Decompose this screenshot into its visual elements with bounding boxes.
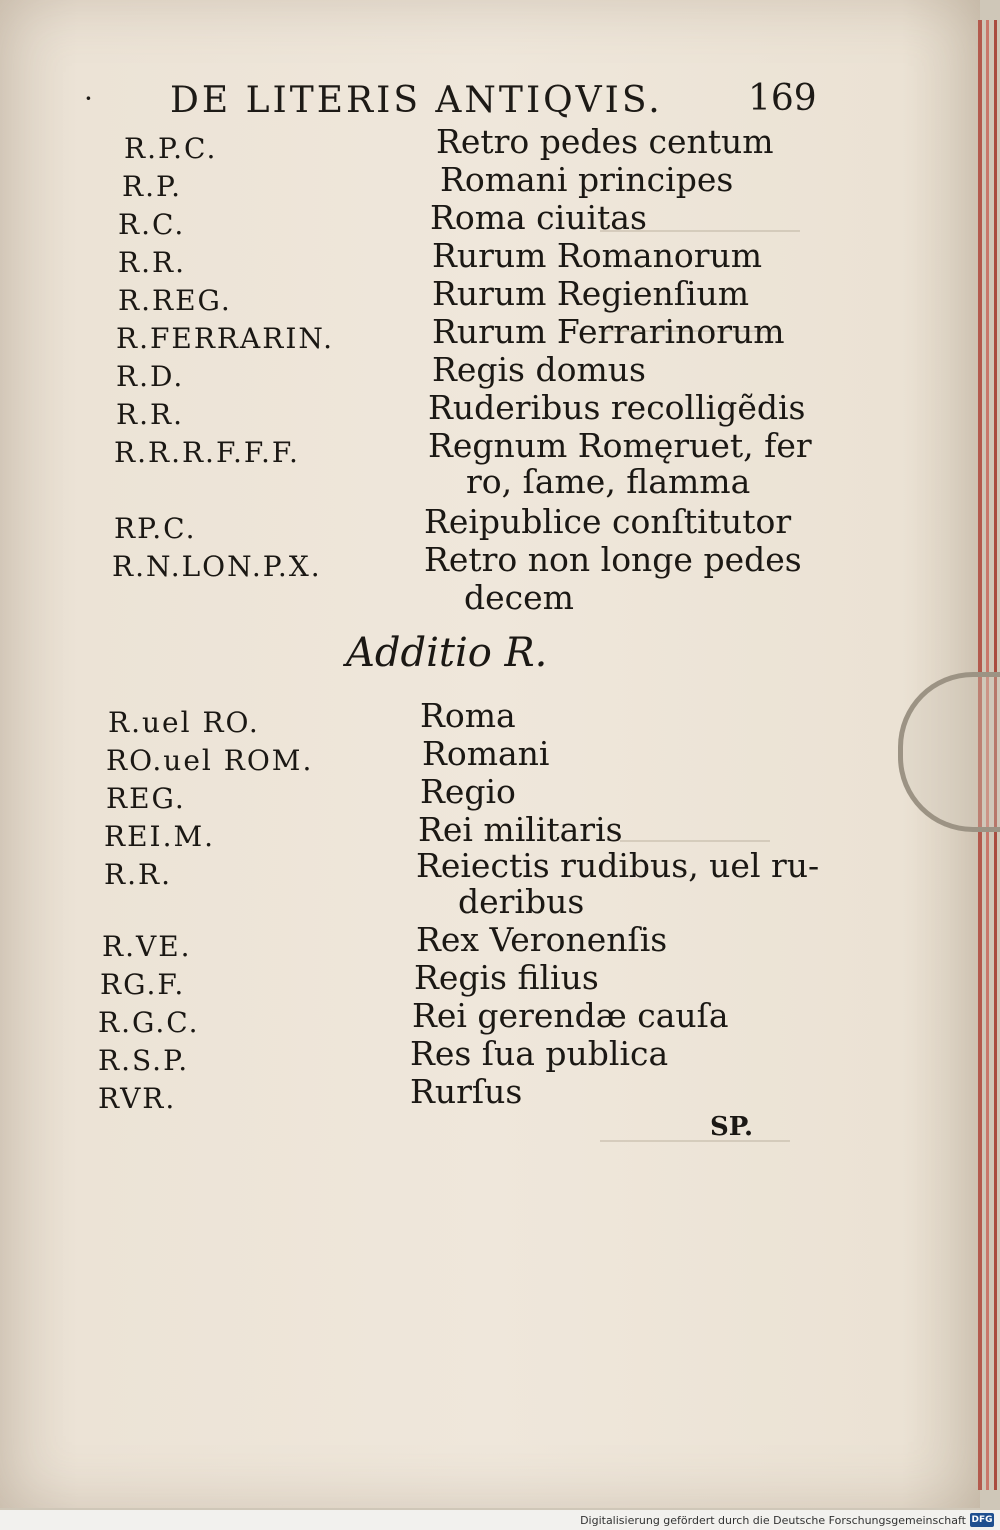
abbreviation: R.R. — [104, 858, 172, 891]
abbreviation: RO.uel ROM. — [106, 744, 314, 777]
abbreviation: R.P.C. — [124, 132, 218, 165]
expansion: Regis filius — [414, 958, 599, 997]
expansion: Retro pedes centum — [436, 122, 774, 161]
abbreviation: R.R.R.F.F.F. — [114, 436, 300, 469]
abbreviation: R.FERRARIN. — [116, 322, 334, 355]
expansion: Regio — [420, 772, 516, 811]
abbreviation: R.R. — [116, 398, 184, 431]
abbreviation: R.N.LON.P.X. — [112, 550, 322, 583]
expansion: Res ſua publica — [410, 1034, 669, 1073]
expansion: Regis domus — [432, 350, 646, 389]
expansion: Roma — [420, 696, 516, 735]
expansion: Rex Veronenſis — [416, 920, 668, 959]
abbreviation: R.C. — [118, 208, 186, 241]
page-number: 169 — [748, 78, 817, 119]
expansion: Reiectis rudibus, uel ru- — [416, 846, 820, 885]
expansion: Reipublice conſtitutor — [424, 502, 792, 541]
abbreviation: R.D. — [116, 360, 185, 393]
abbreviation: RP.C. — [114, 512, 197, 545]
expansion-continued: decem — [464, 578, 574, 617]
expansion: Rei gerendæ cauſa — [412, 996, 729, 1035]
expansion: Rurum Romanorum — [432, 236, 763, 275]
expansion: Rurum Ferrarinorum — [432, 312, 785, 351]
section-title: Additio R. — [346, 630, 548, 676]
abbreviation: R.R. — [118, 246, 186, 279]
expansion-continued: deribus — [458, 882, 585, 921]
expansion-continued: ro, ſame, flamma — [466, 462, 751, 501]
expansion: Romani — [422, 734, 550, 773]
abbreviation: R.P. — [122, 170, 183, 203]
dfg-logo-icon: DFG — [971, 1515, 993, 1525]
abbreviation: R.G.C. — [98, 1006, 200, 1039]
expansion: Ruderibus recolligẽdis — [428, 388, 806, 427]
abbreviation: R.S.P. — [98, 1044, 190, 1077]
expansion: Roma ciuitas — [430, 198, 647, 237]
abbreviation: R.uel RO. — [108, 706, 260, 739]
abbreviation: RVR. — [98, 1082, 177, 1115]
expansion: Rei militaris — [418, 810, 623, 849]
expansion: Regnum Romęruet, fer — [428, 426, 812, 465]
abbreviation: REG. — [106, 782, 186, 815]
expansion: Rurum Regienſium — [432, 274, 750, 313]
funding-notice: Digitalisierung gefördert durch die Deutsche Forschungsgemeinschaft — [580, 1514, 966, 1527]
catchword: SP. — [710, 1112, 754, 1142]
abbreviation: RG.F. — [100, 968, 186, 1001]
abbreviation: REI.M. — [104, 820, 216, 853]
abbreviation: R.REG. — [118, 284, 232, 317]
running-head: DE LITERIS ANTIQVIS. — [170, 80, 663, 121]
expansion: Rurſus — [410, 1072, 523, 1111]
abbreviation: R.VE. — [102, 930, 192, 963]
header-dot: · — [84, 82, 93, 115]
expansion: Romani principes — [440, 160, 734, 199]
expansion: Retro non longe pedes — [424, 540, 802, 579]
